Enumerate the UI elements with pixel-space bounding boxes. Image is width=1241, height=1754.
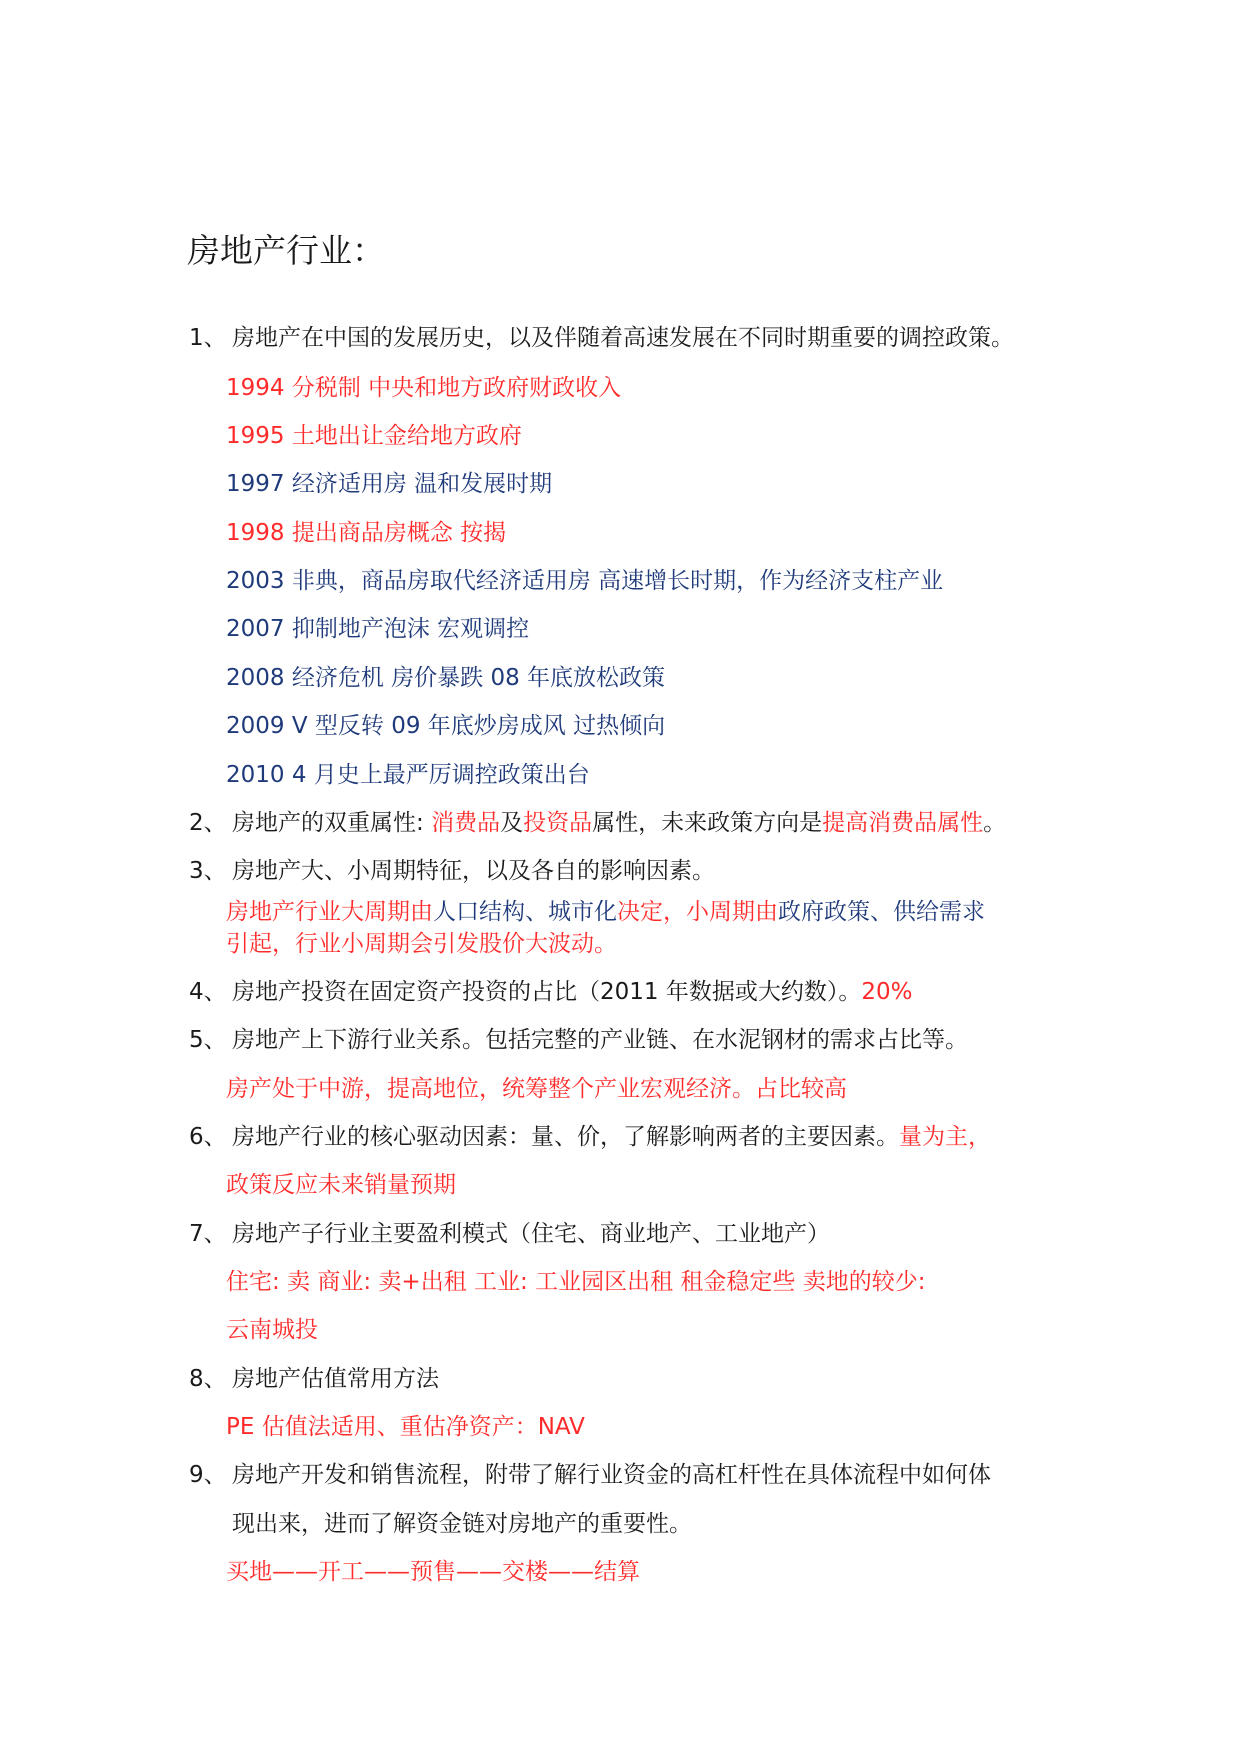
item-answer: 住宅: 卖 商业: 卖+出租 工业: 工业园区出租 租金稳定些 卖地的较少:	[226, 1269, 926, 1295]
highlight-text: 量为主，	[899, 1124, 991, 1150]
answer-text: 房地产行业大周期由	[226, 899, 433, 925]
timeline-entry: 2010 4 月史上最严厉调控政策出台	[226, 762, 590, 788]
timeline-entry: 2003 非典，商品房取代经济适用房 高速增长时期，作为经济支柱产业	[226, 568, 944, 594]
item-number: 5、	[189, 1027, 227, 1053]
item-question: 房地产上下游行业关系。包括完整的产业链、在水泥钢材的需求占比等。	[232, 1027, 968, 1053]
timeline-entry: 2009 V 型反转 09 年底炒房成风 过热倾向	[226, 713, 666, 739]
item-question: 房地产子行业主要盈利模式（住宅、商业地产、工业地产）	[232, 1221, 830, 1247]
item-number: 1、	[189, 325, 227, 351]
item-question: 现出来，进而了解资金链对房地产的重要性。	[232, 1511, 692, 1537]
item-answer: 政策反应未来销量预期	[226, 1172, 456, 1198]
answer-text: 人口结构、城市化	[433, 899, 617, 925]
item-number: 6、	[189, 1124, 227, 1150]
item-answer: 房产处于中游，提高地位，统筹整个产业宏观经济。占比较高	[226, 1076, 847, 1102]
highlight-text: 提高消费品属性	[822, 810, 984, 836]
timeline-entry: 2008 经济危机 房价暴跌 08 年底放松政策	[226, 665, 666, 691]
timeline-entry: 2007 抑制地产泡沫 宏观调控	[226, 616, 530, 642]
answer-text: 政府政策、供给需求	[778, 899, 985, 925]
timeline-entry: 1995 土地出让金给地方政府	[226, 423, 522, 449]
question-text: 及	[500, 810, 524, 836]
item-number: 2、	[189, 810, 227, 836]
highlight-text: 投资品	[523, 810, 593, 836]
answer-text: 决定，小周期由	[617, 899, 778, 925]
item-answer: 引起，行业小周期会引发股价大波动。	[226, 931, 617, 957]
item-number: 7、	[189, 1221, 227, 1247]
item-question: 房地产估值常用方法	[232, 1366, 439, 1392]
item-answer: 云南城投	[226, 1317, 318, 1343]
item-number: 3、	[189, 858, 227, 884]
item-number: 8、	[189, 1366, 227, 1392]
question-text: 房地产的双重属性:	[232, 810, 432, 836]
item-question: 房地产开发和销售流程，附带了解行业资金的高杠杆性在具体流程中如何体	[232, 1462, 991, 1488]
question-text: 房地产投资在固定资产投资的占比（2011 年数据或大约数）。	[232, 979, 862, 1005]
timeline-entry: 1994 分税制 中央和地方政府财政收入	[226, 375, 622, 401]
item-question: 房地产大、小周期特征，以及各自的影响因素。	[232, 858, 715, 884]
item-number: 9、	[189, 1462, 227, 1488]
item-answer: 买地——开工——预售——交楼——结算	[226, 1559, 640, 1585]
question-text: 。	[983, 810, 1007, 836]
page-title: 房地产行业：	[187, 231, 385, 270]
item-answer: PE 估值法适用、重估净资产：NAV	[226, 1414, 585, 1440]
highlight-text: 20%	[861, 979, 913, 1005]
item-question: 房地产在中国的发展历史，以及伴随着高速发展在不同时期重要的调控政策。	[232, 325, 1014, 351]
timeline-entry: 1997 经济适用房 温和发展时期	[226, 471, 553, 497]
question-text: 属性，未来政策方向是	[592, 810, 823, 836]
item-question	[232, 977, 912, 1007]
item-question	[232, 808, 1006, 838]
item-question	[232, 1122, 991, 1152]
question-text: 房地产行业的核心驱动因素：量、价，了解影响两者的主要因素。	[232, 1124, 899, 1150]
item-number: 4、	[189, 979, 227, 1005]
highlight-text: 消费品	[431, 810, 501, 836]
item-answer	[226, 897, 985, 927]
timeline-entry: 1998 提出商品房概念 按揭	[226, 520, 507, 546]
